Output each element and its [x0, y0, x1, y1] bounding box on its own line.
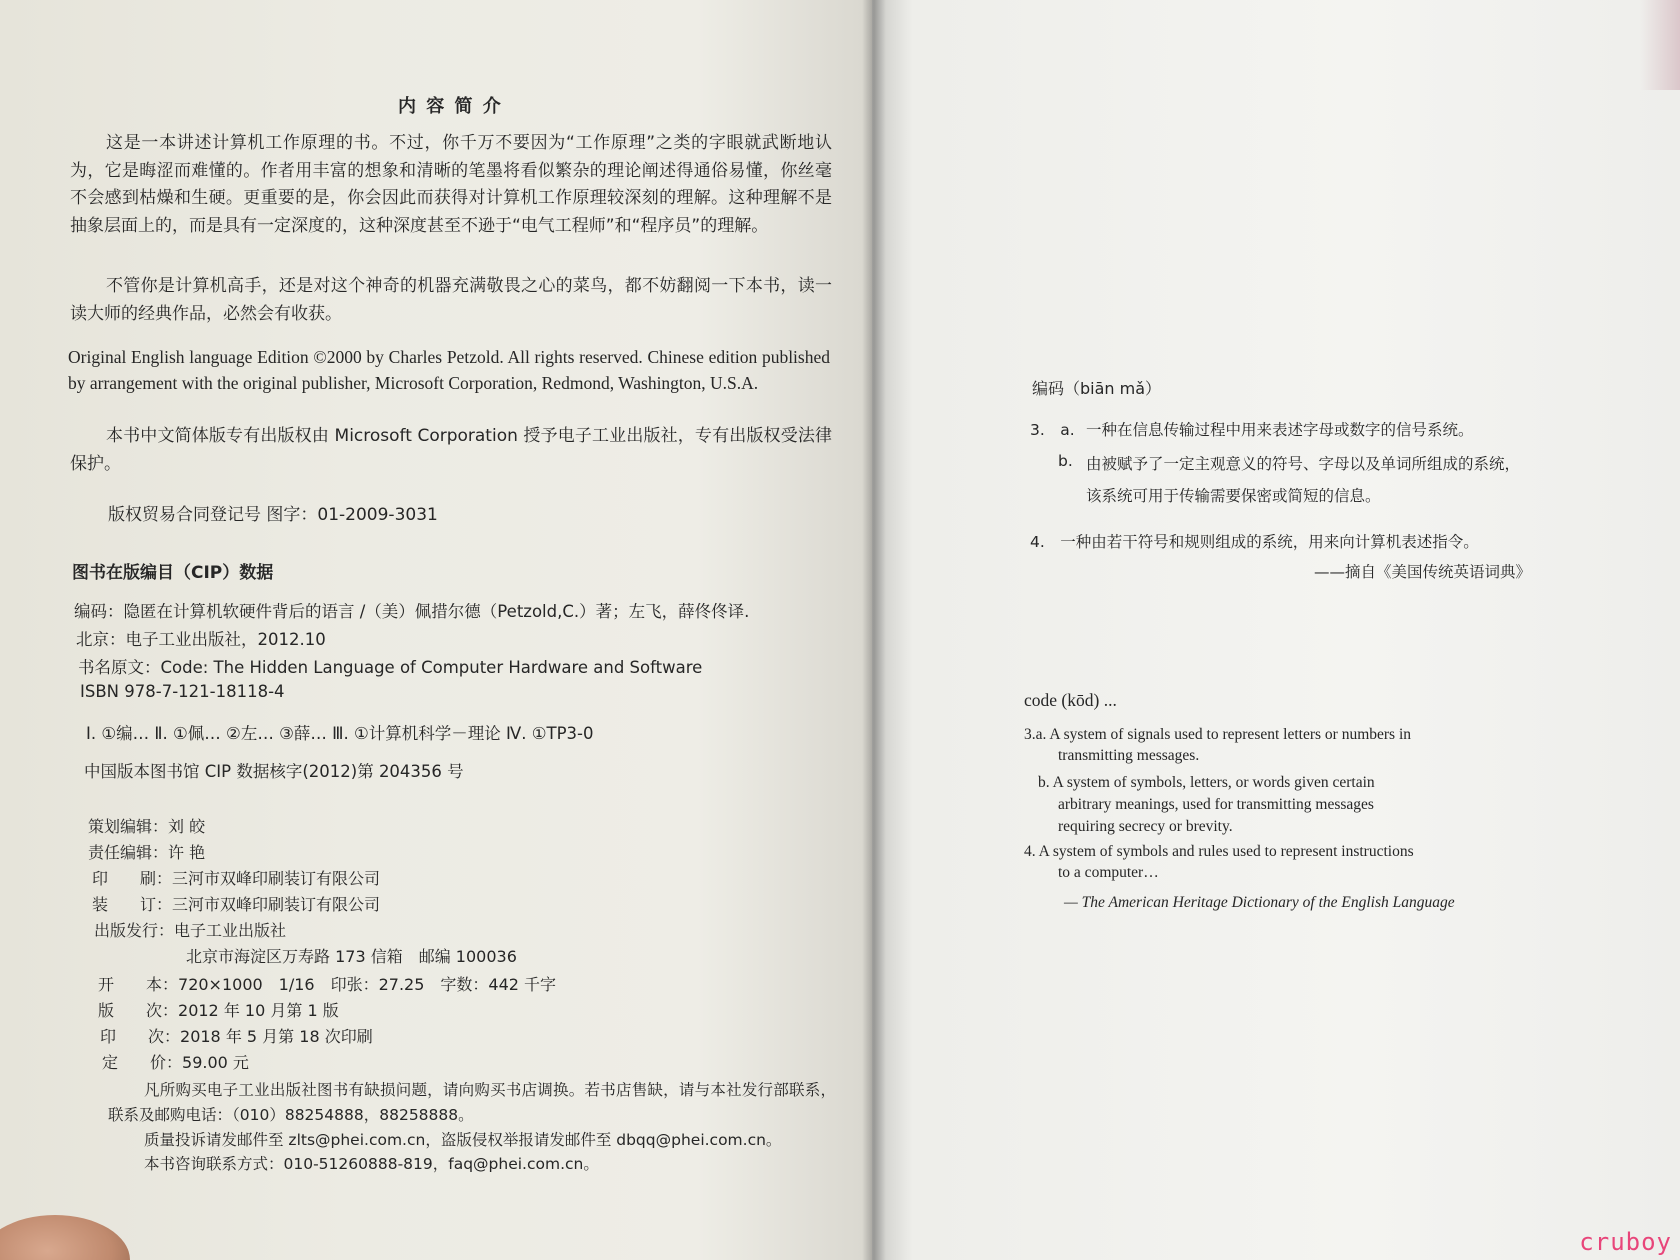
spec-value: 59.00 元: [182, 1053, 249, 1072]
cn-def-3b-number: b.: [1058, 452, 1073, 470]
cn-source: ——摘自《美国传统英语词典》: [1314, 563, 1532, 581]
spec-label: 定 价：: [102, 1053, 183, 1072]
cn-headword: 编码（biān mǎ）: [1032, 379, 1162, 398]
en-headword: code (kōd) ...: [1024, 690, 1117, 710]
en-def-3b-line-3: requiring secrecy or brevity.: [1058, 818, 1233, 835]
publisher-address: 北京市海淀区万寿路 173 信箱 邮编 100036: [186, 947, 517, 966]
watermark: cruboy: [1579, 1228, 1672, 1256]
credit-value: 电子工业出版社: [174, 921, 287, 940]
spec-label: 印 次：: [100, 1027, 181, 1046]
second-paragraph: 不管你是计算机高手，还是对这个神奇的机器充满敬畏之心的菜鸟，都不妨翻阅一下本书，读一读大师的经典作品，必然会有收获。: [70, 276, 832, 324]
credit-label: 出版发行：: [94, 921, 175, 940]
credit-binding: [92, 892, 380, 915]
credit-planning-editor: [88, 814, 205, 837]
en-def-4-line-2: to a computer…: [1058, 864, 1159, 881]
cip-verify-line: 中国版本图书馆 CIP 数据核字(2012)第 204356 号: [84, 762, 464, 781]
cn-def-3a-number: 3. a.: [1030, 421, 1075, 439]
spec-price: [102, 1050, 249, 1073]
footer-paragraph: 凡所购买电子工业出版社图书有缺损问题，请向购买书店调换。若书店售缺，请与本社发行部联系，联系及邮购电话：（010）88254888，88258888。: [108, 1081, 836, 1124]
section-title: 内 容 简 介: [398, 96, 503, 117]
cn-def-3a: 一种在信息传输过程中用来表述字母或数字的信号系统。: [1086, 421, 1474, 439]
en-def-4-line-1: 4. A system of symbols and rules used to represent instructions: [1024, 843, 1414, 860]
credit-value: 许 艳: [168, 843, 206, 862]
en-def-3b-line-1: b. A system of symbols, letters, or words given certain: [1038, 774, 1375, 791]
spec-value: 2018 年 5 月第 18 次印刷: [180, 1027, 373, 1046]
registration-number: 版权贸易合同登记号 图字：01-2009-3031: [108, 505, 438, 525]
cip-line-3: 书名原文：Code: The Hidden Language of Computer Hardware and Software: [78, 658, 703, 677]
cip-title: 图书在版编目（CIP）数据: [72, 563, 274, 583]
cip-line-4: ISBN 978-7-121-18118-4: [80, 682, 285, 701]
finger-at-corner: [0, 1215, 130, 1260]
bleed-through-heading: [1232, 300, 1252, 374]
page-corner-shadow: [1640, 0, 1680, 90]
spec-label: 版 次：: [98, 1001, 179, 1020]
credit-value: 三河市双峰印刷装订有限公司: [172, 895, 381, 914]
credit-label: 责任编辑：: [88, 843, 169, 862]
credit-publisher: [94, 918, 286, 941]
spec-value: 2012 年 10 月第 1 版: [178, 1001, 339, 1020]
cn-def-3b-line-2: 该系统可用于传输需要保密或简短的信息。: [1086, 487, 1381, 505]
credit-label: 印 刷：: [92, 869, 173, 888]
spec-value: 720×1000 1/16 印张：27.25 字数：442 千字: [178, 975, 557, 994]
en-def-3a-line-1: 3.a. A system of signals used to represent letters or numbers in: [1024, 726, 1412, 743]
cn-def-3b-line-1: 由被赋予了一定主观意义的符号、字母以及单词所组成的系统，: [1086, 455, 1521, 473]
cn-def-4: 4. 一种由若干符号和规则组成的系统，用来向计算机表述指令。: [1030, 533, 1479, 551]
book-gutter: [862, 0, 886, 1260]
cip-line-2: 北京：电子工业出版社，2012.10: [76, 630, 326, 649]
en-def-3a-line-2: transmitting messages.: [1058, 747, 1200, 764]
copyright-chinese: 本书中文简体版专有出版权由 Microsoft Corporation 授予电子工业出版社，专有出版权受法律保护。: [70, 426, 832, 474]
copyright-english: Original English language Edition ©2000 by Charles Petzold. All rights reserved. Chinese edition published by arrangement with the original publisher, Microsoft Corporation, Redmond, Washington, U.S.A.: [68, 347, 830, 393]
footer-consultation: 本书咨询联系方式：010-51260888-819，faq@phei.com.cn。: [144, 1155, 599, 1173]
footer-quality-complaints: 质量投诉请发邮件至 zlts@phei.com.cn，盗版侵权举报请发邮件至 dbqq@phei.com.cn。: [144, 1131, 782, 1149]
spec-edition: [98, 998, 339, 1021]
credit-value: 刘 皎: [168, 817, 206, 836]
credit-value: 三河市双峰印刷装订有限公司: [172, 869, 381, 888]
spec-printing: [100, 1024, 373, 1047]
en-source: — The American Heritage Dictionary of the English Language: [1064, 894, 1455, 911]
credit-printing: [92, 866, 380, 889]
classification-line: Ⅰ. ①编… Ⅱ. ①佩… ②左… ③薛… Ⅲ. ①计算机科学－理论 Ⅳ. ①TP3-0: [86, 724, 594, 743]
cip-line-1: 编码：隐匿在计算机软硬件背后的语言 /（美）佩措尔德（Petzold,C.）著；左飞，薛佟佟译.: [74, 602, 750, 621]
intro-paragraph: 这是一本讲述计算机工作原理的书。不过，你千万不要因为“工作原理”之类的字眼就武断地认为，它是晦涩而难懂的。作者用丰富的想象和清晰的笔墨将看似繁杂的理论阐述得通俗易懂，你丝毫不会感到枯燥和生硬。更重要的是，你会因此而获得对计算机工作原理较深刻的理解。这种理解不是抽象层面上的，而是具有一定深度的，这种深度甚至不逊于“电气工程师”和“程序员”的理解。: [70, 133, 832, 236]
credit-responsible-editor: [88, 840, 205, 863]
spec-format: [98, 972, 556, 995]
right-page: [872, 0, 1680, 1260]
en-def-3b-line-2: arbitrary meanings, used for transmitting messages: [1058, 796, 1374, 813]
credit-label: 装 订：: [92, 895, 173, 914]
credit-label: 策划编辑：: [88, 817, 169, 836]
spec-label: 开 本：: [98, 975, 179, 994]
